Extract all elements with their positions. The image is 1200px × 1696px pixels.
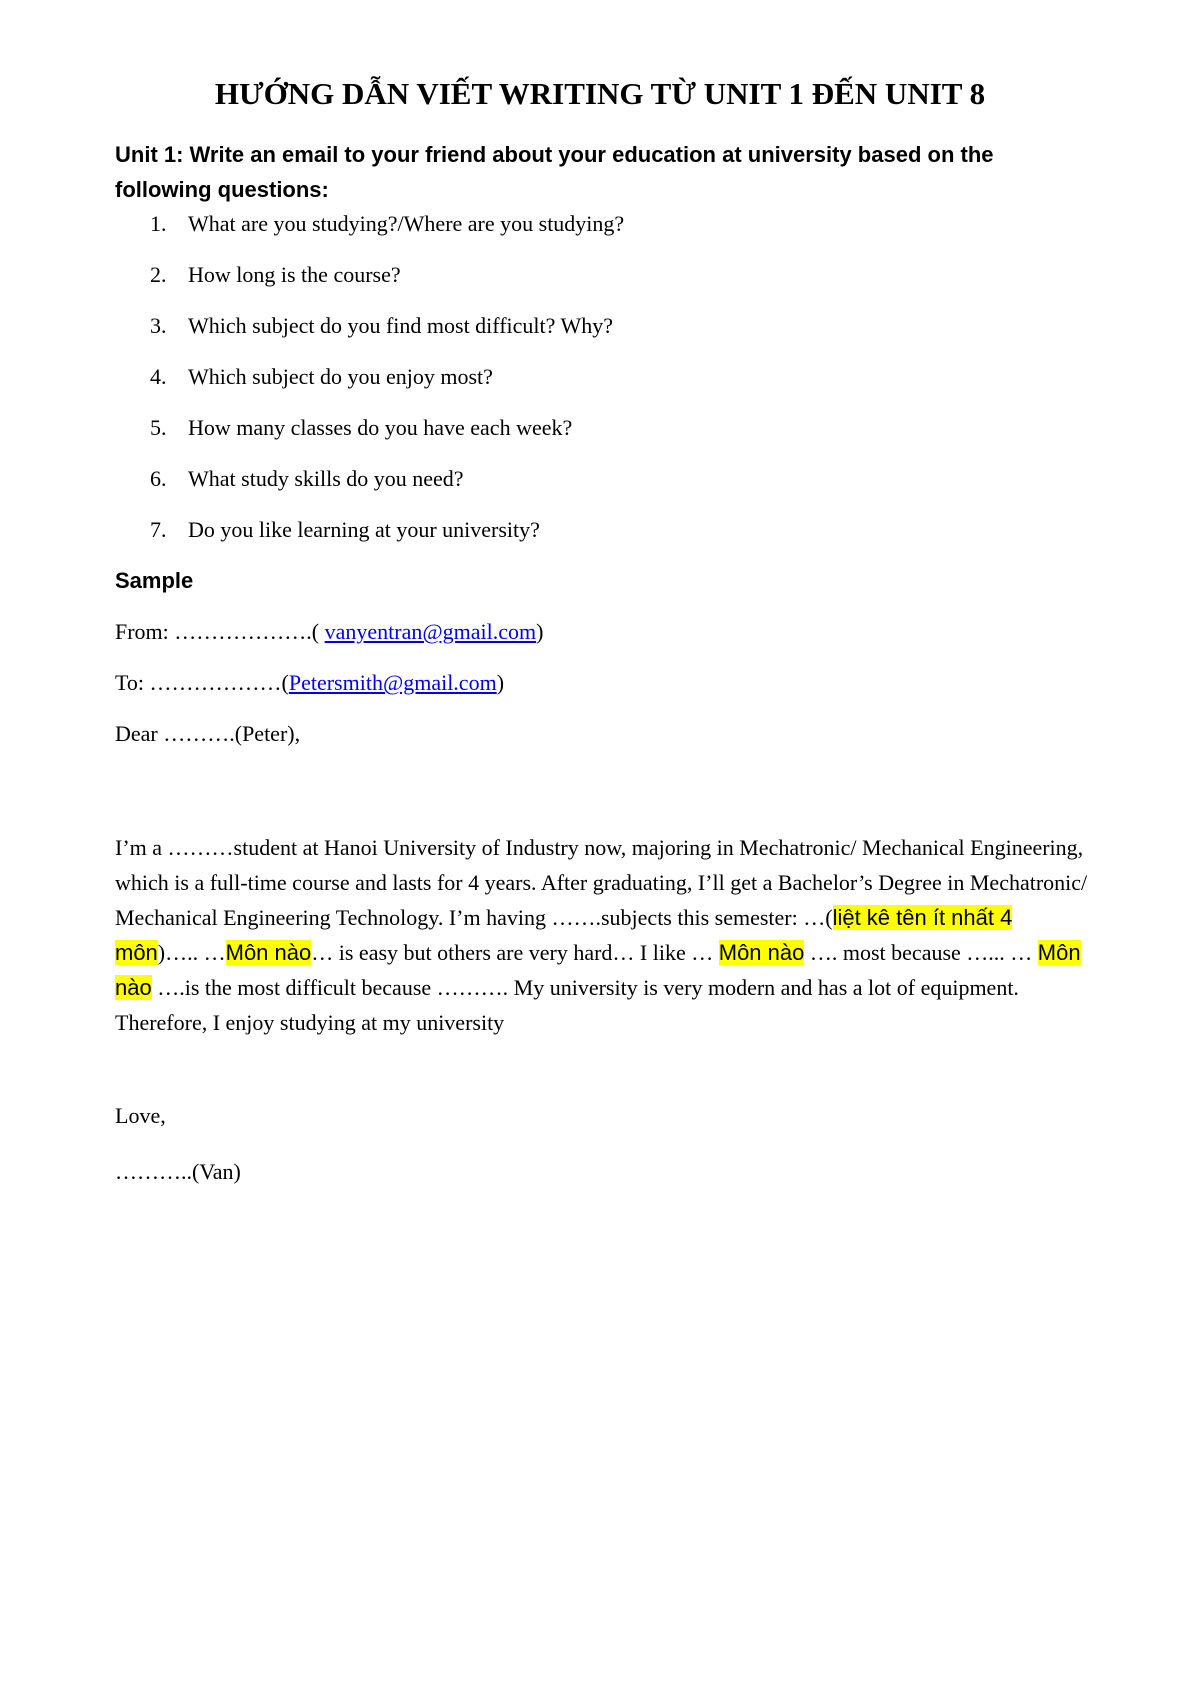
question-text: Which subject do you find most difficult? Why? bbox=[188, 313, 614, 338]
unit1-heading: Unit 1: Write an email to your friend about your education at university based on the following questions: bbox=[115, 142, 994, 202]
question-number: 4. bbox=[150, 364, 167, 389]
question-number: 2. bbox=[150, 262, 167, 287]
question-number: 7. bbox=[150, 517, 167, 542]
list-item bbox=[150, 260, 1050, 290]
question-text: What are you studying?/Where are you studying? bbox=[188, 211, 625, 236]
body-text: … is easy but others are very hard… I like … bbox=[311, 940, 719, 965]
question-number: 3. bbox=[150, 313, 167, 338]
to-email-link[interactable]: Petersmith@gmail.com bbox=[288, 670, 497, 695]
question-number: 5. bbox=[150, 415, 167, 440]
list-item bbox=[150, 515, 1050, 545]
question-number: 1. bbox=[150, 211, 167, 236]
email-body-paragraph bbox=[115, 830, 1095, 1040]
question-text: How many classes do you have each week? bbox=[188, 415, 573, 440]
question-text: How long is the course? bbox=[188, 262, 401, 287]
list-item bbox=[150, 209, 1050, 239]
closing: Love, bbox=[115, 1103, 166, 1128]
to-prefix: To: ………………( bbox=[115, 670, 289, 695]
to-line bbox=[115, 668, 504, 698]
from-line bbox=[115, 617, 543, 647]
question-text: Which subject do you enjoy most? bbox=[188, 364, 493, 389]
question-text: What study skills do you need? bbox=[188, 466, 464, 491]
question-number: 6. bbox=[150, 466, 167, 491]
highlight-placeholder: liệt kê tên ít nhất 4 môn bbox=[115, 905, 1013, 965]
list-item bbox=[150, 311, 1050, 341]
body-text: I’m a ………student at Hanoi University of Industry now, majoring in Mechatronic/ Mechanical Engineering, which is a full-time course and lasts for 4 years. After graduating, I’ll get a Bachelor’s Degree in Mechatronic/ Mechanical Engineering Technology. I’m having …….subjects this semester: …( bbox=[115, 835, 1088, 930]
list-item bbox=[150, 413, 1050, 443]
signature: ………..(Van) bbox=[115, 1159, 241, 1184]
from-suffix: ) bbox=[536, 619, 544, 644]
list-item bbox=[150, 464, 1050, 494]
body-text: ….is the most difficult because ………. My university is very modern and has a lot of equipment. Therefore, I enjoy studying at my university bbox=[115, 975, 1019, 1035]
sample-label: Sample bbox=[115, 568, 194, 593]
to-suffix: ) bbox=[496, 670, 505, 695]
body-text: …. most because …... … bbox=[804, 940, 1038, 965]
question-text: Do you like learning at your university? bbox=[188, 517, 540, 542]
highlight-placeholder: Môn nào bbox=[718, 940, 805, 965]
list-item bbox=[150, 362, 1050, 392]
document-title: HƯỚNG DẪN VIẾT WRITING TỪ UNIT 1 ĐẾN UNIT 8 bbox=[214, 76, 986, 111]
highlight-placeholder: Môn nào bbox=[115, 940, 1081, 1000]
from-email-link[interactable]: vanyentran@gmail.com bbox=[324, 619, 537, 644]
from-prefix: From: ……………….( bbox=[115, 619, 325, 644]
highlight-placeholder: Môn nào bbox=[225, 940, 312, 965]
greeting: Dear ……….(Peter), bbox=[115, 721, 301, 746]
body-text: )….. … bbox=[157, 940, 226, 965]
